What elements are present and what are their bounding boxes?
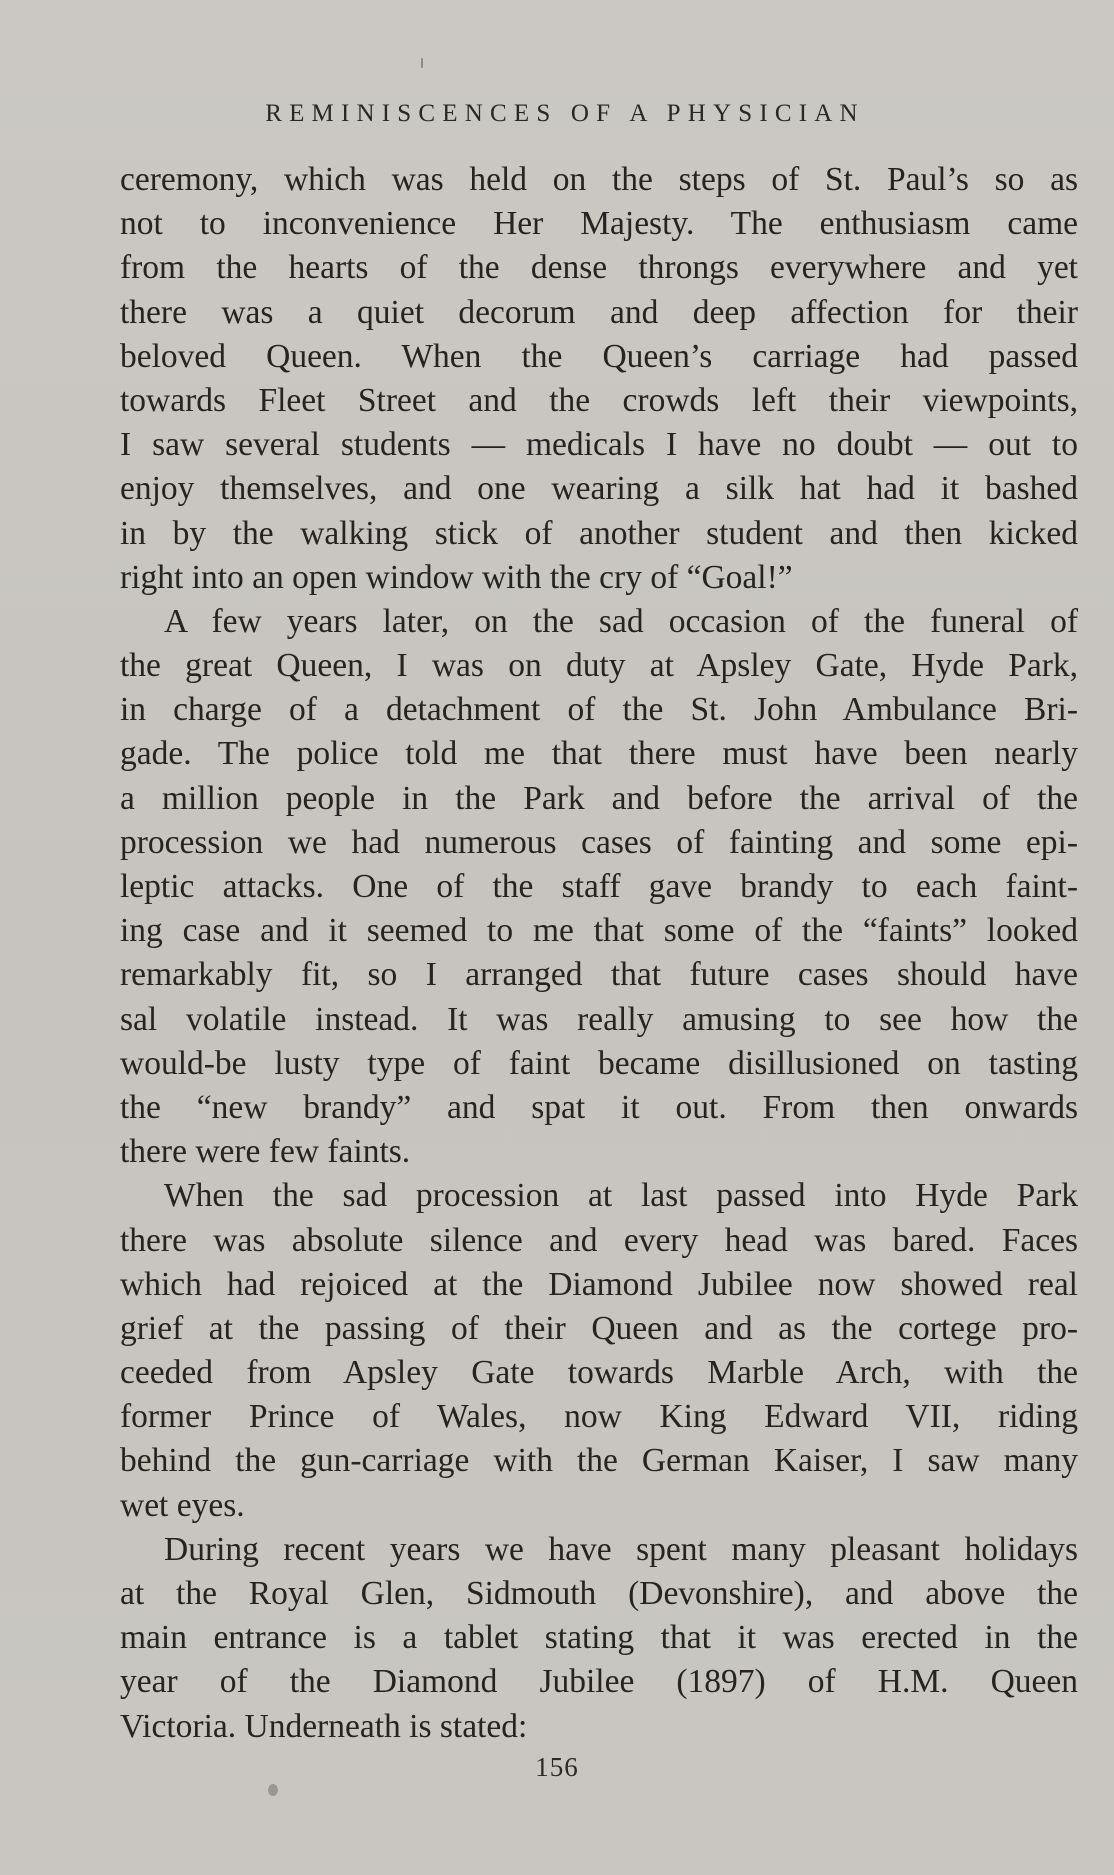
text-line: beloved Queen. When the Queen’s carriage had passed [120, 337, 1078, 375]
page-number: 156 [535, 1752, 579, 1782]
text-line: at the Royal Glen, Sidmouth (Devonshire), and above the [120, 1575, 1078, 1612]
text-line: gade. The police told me that there must have been nearly [120, 735, 1078, 773]
text-line: from the hearts of the dense throngs everywhere and yet [120, 249, 1078, 287]
paragraph-3 [120, 1174, 1078, 1528]
text-line: Victoria. Underneath is stated: [120, 1707, 528, 1745]
text-line: towards Fleet Street and the crowds left their viewpoints, [120, 381, 1078, 419]
paper-speck [268, 1784, 278, 1796]
text-line: ceeded from Apsley Gate towards Marble Arch, with the [120, 1354, 1078, 1392]
text-line: behind the gun-carriage with the German Kaiser, I saw many [120, 1442, 1078, 1480]
text-line: During recent years we have spent many pleasant holidays [164, 1530, 1078, 1568]
text-line: a million people in the Park and before the arrival of the [120, 779, 1078, 817]
text-line: remarkably fit, so I arranged that future cases should have [120, 956, 1078, 994]
text-line: the great Queen, I was on duty at Apsley Gate, Hyde Park, [120, 647, 1078, 685]
text-line: would-be lusty type of faint became disillusioned on tasting [120, 1044, 1078, 1082]
text-line: A few years later, on the sad occasion of the funeral of [164, 602, 1078, 640]
text-line: main entrance is a tablet stating that it was erected in the [120, 1619, 1078, 1657]
text-line: enjoy themselves, and one wearing a silk hat had it bashed [120, 470, 1078, 508]
text-line: When the sad procession at last passed into Hyde Park [164, 1177, 1078, 1215]
text-line: the “new brandy” and spat it out. From then onwards [120, 1088, 1078, 1126]
running-head: REMINISCENCES OF A PHYSICIAN [265, 100, 865, 127]
text-line: in charge of a detachment of the St. John Ambulance Bri- [120, 691, 1078, 729]
paper-speck [421, 58, 423, 68]
text-line: which had rejoiced at the Diamond Jubilee now showed real [120, 1265, 1078, 1303]
paragraph-4 [120, 1528, 1078, 1749]
text-line: there was a quiet decorum and deep affection for their [120, 293, 1078, 331]
text-line: ing case and it seemed to me that some of the “faints” looked [120, 912, 1078, 950]
text-line: there were few faints. [120, 1133, 411, 1171]
text-line: year of the Diamond Jubilee (1897) of H.M. Queen [120, 1663, 1078, 1701]
text-line: sal volatile instead. It was really amusing to see how the [120, 1000, 1078, 1038]
text-line: there was absolute silence and every head was bared. Faces [120, 1221, 1078, 1259]
text-line: ceremony, which was held on the steps of St. Paul’s so as [120, 161, 1078, 198]
text-line: I saw several students — medicals I have no doubt — out to [120, 426, 1078, 464]
text-line: leptic attacks. One of the staff gave brandy to each faint- [120, 868, 1078, 905]
text-line: not to inconvenience Her Majesty. The enthusiasm came [120, 205, 1078, 243]
paragraph-2 [120, 600, 1078, 1174]
text-line: procession we had numerous cases of fainting and some epi- [120, 823, 1078, 861]
text-line: former Prince of Wales, now King Edward VII, riding [120, 1398, 1078, 1436]
paragraph-1 [120, 158, 1078, 600]
body-text [120, 158, 1078, 1749]
text-line: right into an open window with the cry of “Goal!” [120, 558, 793, 596]
text-line: in by the walking stick of another student and then kicked [120, 514, 1078, 552]
text-line: grief at the passing of their Queen and as the cortege pro- [120, 1309, 1078, 1347]
text-line: wet eyes. [120, 1486, 245, 1524]
